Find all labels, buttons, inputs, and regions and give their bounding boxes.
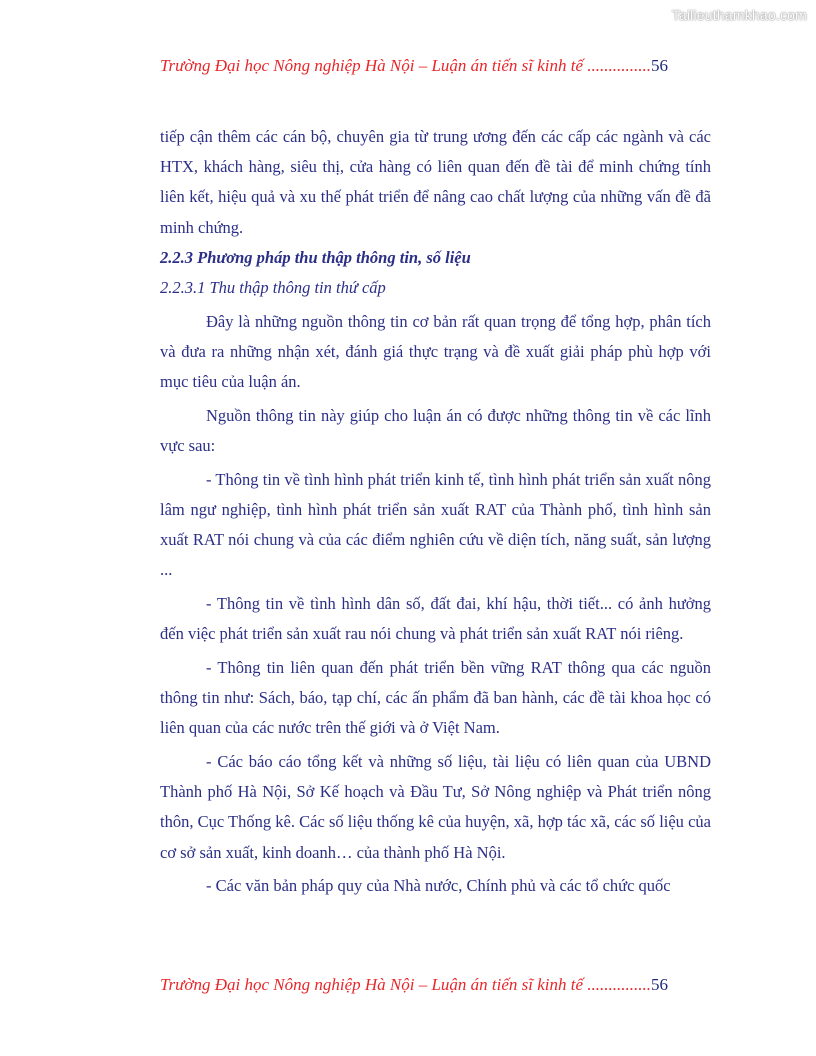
header-page-number: 56 bbox=[651, 56, 669, 75]
header-title: Trường Đại học Nông nghiệp Hà Nội – Luận án tiến sĩ kinh tế ............... bbox=[160, 56, 652, 75]
list-item-sustainability-info: - Thông tin liên quan đến phát triển bền vững RAT thông qua các nguồn thông tin như: Sách, báo, tạp chí, các ấn phẩm đã ban hành, các đề tài khoa học có liên quan của các nước trên thế giới và ở Việt Nam. bbox=[160, 657, 711, 738]
footer-page-number: 56 bbox=[651, 975, 669, 994]
intro-paragraph: tiếp cận thêm các cán bộ, chuyên gia từ trung ương đến các cấp các ngành và các HTX, khách hàng, siêu thị, cửa hàng có liên quan đến đề tài để minh chứng tính liên kết, hiệu quả và xu thế phát triển để nâng cao chất lượng của những vấn đề đã minh chứng. bbox=[160, 127, 711, 237]
subsection-heading: 2.2.3.1 Thu thập thông tin thứ cấp bbox=[160, 278, 386, 298]
footer-title: Trường Đại học Nông nghiệp Hà Nội – Luận án tiến sĩ kinh tế ............... bbox=[160, 975, 652, 994]
list-item-legal-documents: - Các văn bản pháp quy của Nhà nước, Chính phủ và các tổ chức quốc bbox=[206, 876, 671, 896]
page-header bbox=[160, 56, 700, 76]
document-body bbox=[160, 122, 711, 902]
list-item-reports: - Các báo cáo tổng kết và những số liệu, tài liệu có liên quan của UBND Thành phố Hà Nội, Sở Kế hoạch và Đầu Tư, Sở Nông nghiệp và Phát triển nông thôn, Cục Thống kê. Các số liệu thống kê của huyện, xã, hợp tác xã, các số liệu của cơ sở sản xuất, kinh doanh… của thành phố Hà Nội. bbox=[160, 752, 711, 862]
list-item-population-info: - Thông tin về tình hình dân số, đất đai, khí hậu, thời tiết... có ảnh hưởng đến việc phát triển sản xuất rau nói chung và phát triển sản xuất RAT nói riêng. bbox=[160, 594, 711, 644]
paragraph-sources-intro: Nguồn thông tin này giúp cho luận án có được những thông tin về các lĩnh vực sau: bbox=[160, 405, 711, 456]
section-heading: 2.2.3 Phương pháp thu thập thông tin, số liệu bbox=[160, 247, 471, 267]
list-item-economic-info: - Thông tin về tình hình phát triển kinh tế, tình hình phát triển sản xuất nông lâm ngư nghiệp, tình hình phát triển sản xuất RAT của Thành phố, tình hình sản xuất RAT nói chung và của các điểm nghiên cứu về diện tích, năng suất, sản lượng ... bbox=[160, 469, 711, 580]
page-footer bbox=[160, 975, 700, 995]
paragraph-overview: Đây là những nguồn thông tin cơ bản rất quan trọng để tổng hợp, phân tích và đưa ra những nhận xét, đánh giá thực trạng và đề xuất giải pháp phù hợp với mục tiêu của luận án. bbox=[160, 311, 711, 392]
site-watermark: Tailieuthamkhao.com bbox=[671, 7, 807, 23]
